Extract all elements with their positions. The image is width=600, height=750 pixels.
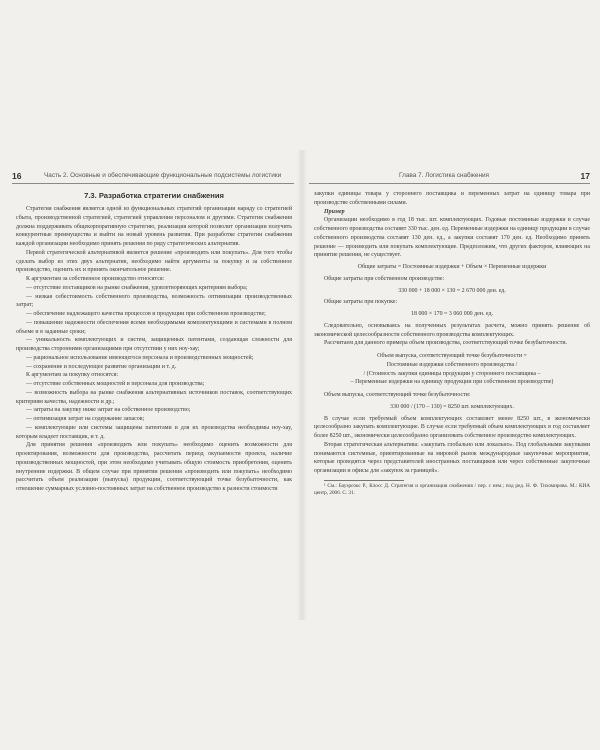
right-page-body — [314, 190, 590, 498]
bep-formula-line: Постоянные издержки собственного производства / — [386, 361, 518, 368]
purchase-calc: 18 000 × 170 = 3 060 000 ден. ед. — [411, 311, 493, 317]
bep-conclusion: В случае если требуемый объем комплектующих составляет менее 8250 шт., в экономически целесообразно закупать комплектующие. В случае если требуемый объем комплектующих в год составляет более 8250 шт., экономически целесообразно организовать собственное производство комплектующих. — [314, 415, 590, 439]
list-item: — сохранение и последующее развитие организации и т. д. — [26, 363, 177, 370]
formula-total-costs: Общие затраты = Постоянные издержки + Объем × Переменные издержки — [357, 264, 547, 270]
paragraph: Стратегия снабжения является одной из функциональных стратегий организации наряду со стратегией сбыта, производственной стратегией, стратегией управления персоналом и другими. Стратегия снабжения должна поддерживать общекорпоративную стратегию, реализация которой позволит организации получить конкурентные преимущества и выйти на новый уровень развития. При разработке стратегии снабжения каждой организации необходимо принять решения по ряду стратегических альтернатив. — [16, 206, 292, 247]
bep-label: Объем выпуска, соответствующий точке безубыточности: — [324, 392, 471, 398]
left-running-head — [12, 169, 294, 184]
bep-formula-line: Объем выпуска, соответствующий точке безубыточности = — [377, 353, 527, 359]
list-item: — рациональное использование имеющегося персонала и производственных мощностей; — [26, 354, 254, 361]
paragraph: К аргументам за собственное производство относятся: — [26, 276, 165, 282]
list-item: — затраты на закупку ниже затрат на собственное производство; — [26, 407, 191, 414]
left-page-number: 16 — [12, 171, 22, 181]
breakeven-intro: Рассчитаем для данного примера объем производства, соответствующий точке безубыточности. — [324, 340, 567, 347]
example-text: Организации необходимо в год 18 тыс. шт. комплектующих. Годовые постоянные издержки в случае собственного производства составят 330 тыс. ден. ед. Переменные издержки на единицу продукции в случае собственного производства составят 130 ден. ед., а закупки составят 170 ден. ед. Необходимо принять решение — производить или покупать комплектующие. Предположим, что других факторов, влияющих на принятие решения, не существует. — [314, 217, 590, 259]
right-running-head — [309, 169, 590, 184]
bep-calc: 330 000 / (170 – 130) = 8250 шт. комплектующих. — [390, 403, 514, 410]
own-production-calc: 330 000 + 18 000 × 130 = 2 670 000 ден. ед. — [398, 287, 506, 294]
left-running-title: Часть 2. Основные и обеспечивающие функциональные подсистемы логистики — [44, 172, 282, 179]
list-item: — низкая себестоимость собственного производства, возможность оптимизации производственных затрат; — [16, 293, 292, 309]
footnote: ¹ См.: Бауэрсокс Р., Клосс Д. Стратегия и организация снабжения / пер. с нем.; под ред. Н. Ф. Тихомирова. М.: КИА центр, 2006. С. 31. — [314, 482, 590, 497]
list-item: — уникальность комплектующих и систем, защищенных патентами, создающая сложности для производства сторонними организациями при отсутствии у них ноу-хау; — [16, 337, 292, 352]
right-running-title: Глава 7. Логистика снабжения — [399, 172, 490, 179]
paragraph: К аргументам за покупку относятся: — [26, 372, 119, 379]
own-production-label: Общие затраты при собственном производстве: — [324, 275, 445, 282]
second-alternative-text: Вторая стратегическая альтернатива: «закупать глобально или локально». Под глобальными закупками понимаются системные, ориентированные на мировой рынок международные закупочные мероприятия, которые проводятся через представителей иностранных поставщиков или через собственные закупочные организации и офисы для «закупок за границей». — [314, 441, 590, 474]
section-heading: 7.3. Разработка стратегии снабжения — [84, 191, 224, 200]
paragraph: Для принятия решения «производить или покупать» необходимо оценить возможности для проектирования, возможности для производства, рассчитать период окупаемости проекта, наличие производственных мощностей, при этом необходимо учитывать общую стоимость приобретения, оценить внутренние издержки. В общем случае при принятии решения «производить или покупать» необходимо рассчитать объем реализации (выпуска) продукции, соответствующий точке безубыточности, как отношение суммарных условно-постоянных затрат на собственное производство к разности стоимости — [16, 442, 292, 492]
footnote-rule — [324, 480, 404, 481]
page-gutter — [297, 150, 307, 620]
paragraph: Первой стратегической альтернативой является решение «производить или покупать». Для того чтобы сделать выбор из этих двух альтернатив, необходимо найти аргументы за покупку и за собственное производство, оценить их и принять окончательное решение. — [16, 249, 292, 274]
bep-formula-line: – Переменные издержки на единицу продукции при собственном производстве) — [350, 379, 554, 386]
list-item: — отсутствие поставщиков на рынке снабжения, удовлетворяющих критериям выбора; — [26, 284, 248, 291]
continuation-text: закупки единицы товара у стороннего поставщика и переменных затрат на единицу товара при производстве собственными силами. — [314, 191, 590, 206]
list-item: — комплектующие или системы защищены патентами и для их производства необходимы ноу-хау, которым владеет поставщик, и т. д. — [16, 424, 292, 440]
bep-formula-line: / (Стоимость закупки единицы продукции у стороннего поставщика – — [363, 370, 541, 377]
list-item: — оптимизация затрат на содержание запасов; — [26, 416, 145, 422]
purchase-label: Общие затраты при покупке: — [324, 299, 398, 306]
list-item: — обеспечение надлежащего качества процессов и продукции при собственном производстве; — [26, 311, 266, 317]
list-item: — отсутствие собственных мощностей и персонала для производства; — [26, 381, 205, 387]
left-page-body — [16, 190, 292, 494]
example-title: Пример — [324, 208, 345, 215]
list-item: — возможность выбора на рынке снабжения альтернативных источников поставок, соответствующих критериям качества, надежности и др.; — [16, 389, 292, 405]
right-page-number: 17 — [580, 171, 590, 181]
conclusion-text: Следовательно, основываясь на полученных результатах расчета, можно принять решение об экономической целесообразности собственного производства комплектующих. — [314, 322, 590, 338]
list-item: — повышение надежности обеспечения всеми необходимыми комплектующими и системами в полном объеме и в заданные сроки; — [16, 319, 292, 335]
